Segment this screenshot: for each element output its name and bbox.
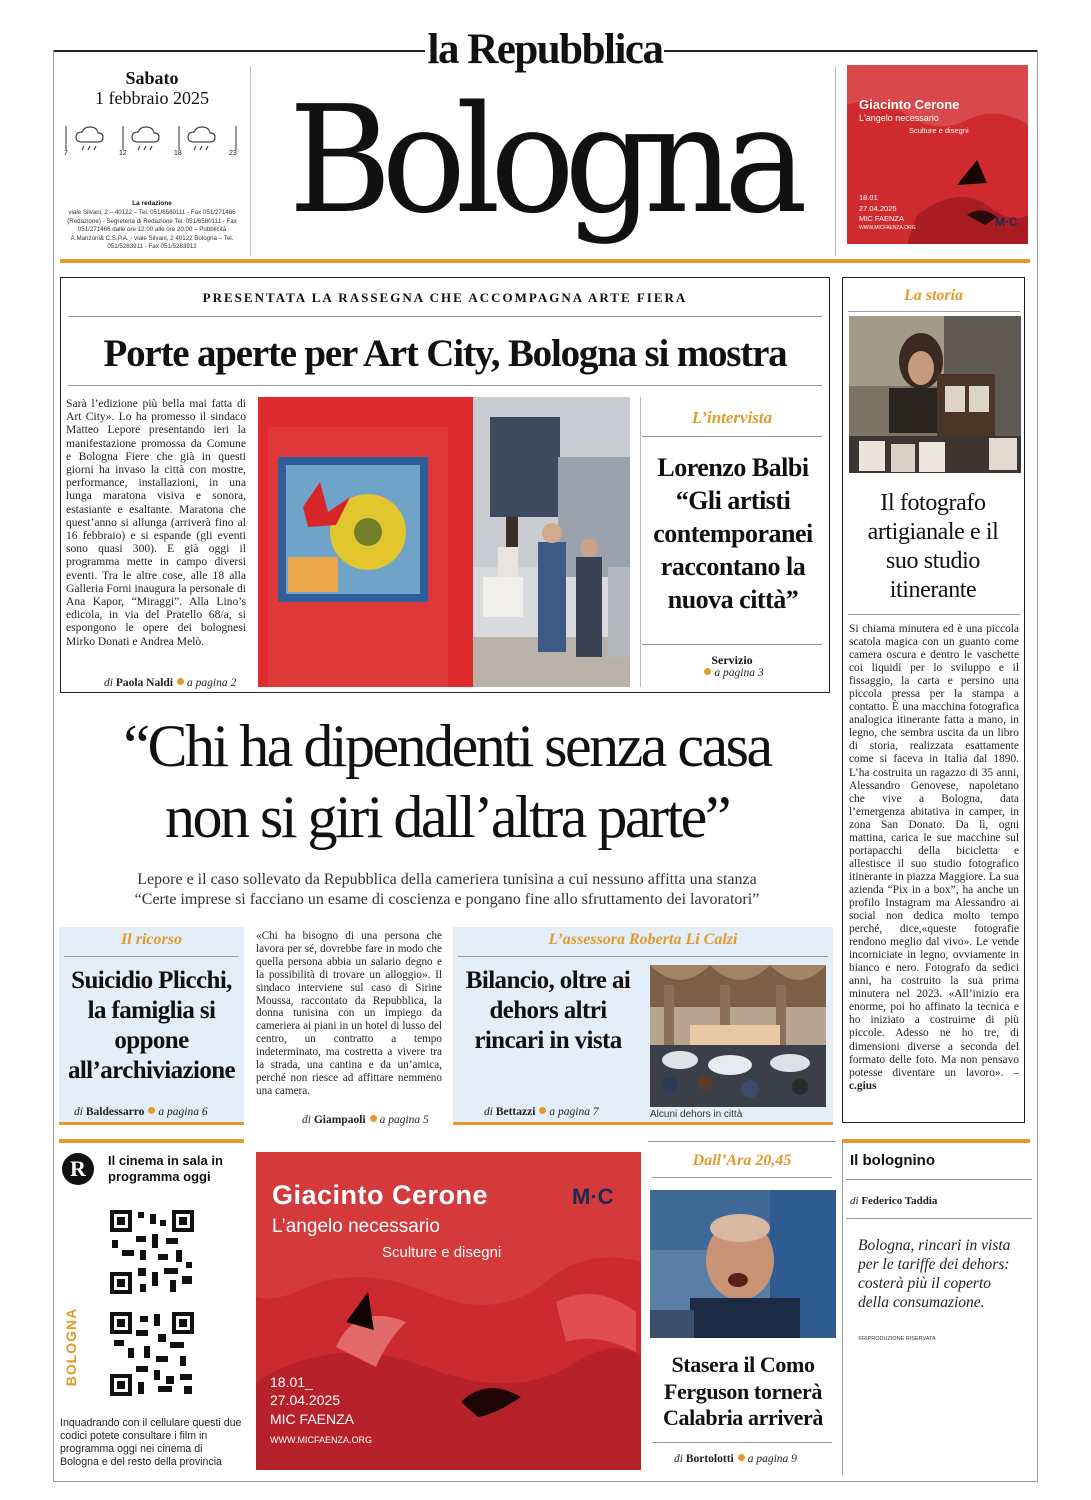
ad-big-venue: MIC FAENZA xyxy=(270,1411,355,1427)
brand-logo: la Repubblica xyxy=(427,26,663,73)
ad-big-logo: M·C xyxy=(572,1184,614,1209)
bottom-orange-rule xyxy=(842,1139,1030,1143)
bolognino-divider xyxy=(842,1143,843,1475)
sport-photo xyxy=(650,1190,836,1338)
masthead-divider-left xyxy=(250,66,251,256)
weather-strip-graphic xyxy=(64,122,240,162)
artcity-kicker-rule xyxy=(68,316,822,317)
artcity-photo-graphic xyxy=(258,397,630,687)
bullet-icon xyxy=(539,1107,546,1114)
bullet-icon xyxy=(704,668,711,675)
frame-right xyxy=(1037,50,1038,1482)
ad-big-subtitle: L’angelo necessario xyxy=(272,1216,440,1237)
bilancio-byline-prefix: di xyxy=(484,1106,493,1118)
ad-small-subtitle: L'angelo necessario xyxy=(859,113,939,123)
intervista-page-link[interactable] xyxy=(642,667,822,679)
artcity-kicker: PRESENTATA LA RASSEGNA CHE ACCOMPAGNA ARTE FIERA xyxy=(202,290,688,305)
ad-small-tag: Sculture e disegni xyxy=(909,126,969,135)
ricorso-byline-prefix: di xyxy=(74,1106,83,1118)
qr-code-1[interactable] xyxy=(110,1210,194,1294)
sport-photo-graphic xyxy=(650,1190,836,1338)
sport-rule xyxy=(652,1177,832,1178)
ricorso-kicker: Il ricorso xyxy=(121,931,182,948)
artcity-author: Paola Naldi xyxy=(115,677,174,689)
redazione-text: viale Silvani, 2 – 40122 – Tel. 051/6580111 - Fax 051/271466 (Redazione) - Segreteria di Redazione Tel. 051/6580111 - Fax 051/271466 dalle ore 12.00 alle ore 20.00 – Pubblicità A.Manzoni& C.S.P.A. - viale Silvani, 2 40122 Bologna – Tel. 051/5283911 - Fax 051/5283912 xyxy=(67,209,237,251)
intervista-page: a pagina 3 xyxy=(714,667,764,679)
weather-hour-4: 23 xyxy=(229,150,237,157)
storia-kicker-rule xyxy=(848,311,1020,312)
artcity-byline-prefix: di xyxy=(104,677,113,689)
dateline-date: 1 febbraio 2025 xyxy=(95,88,209,108)
ad-small-logo: M·C xyxy=(995,215,1018,229)
artcity-headline: Porte aperte per Art City, Bologna si mostra xyxy=(103,332,787,375)
ricorso-author: Baldessarro xyxy=(85,1106,145,1118)
qr-code-icon xyxy=(110,1210,194,1294)
masthead-orange-rule xyxy=(60,259,1030,263)
main-deck-2: “Certe imprese si facciano un esame di coscienza e pongano fine allo sfruttamento dei lavoratori” xyxy=(134,891,760,908)
ad-big-url: WWW.MICFAENZA.ORG xyxy=(270,1435,372,1445)
dateline-day: Sabato xyxy=(125,68,179,88)
artcity-body: Sarà l’edizione più bella mai fatta di Art City». Lo ha promesso il sindaco Matteo Lepore presentando ieri la manifestazione promossa da Comune e Bologna Fiere che già in questi giorni ha invaso la città con mostre, performance, installazioni, in una lunga maratona visiva e sonora, estasiante e esaltante. Maratona che quest’anno si allunga (arriverà fino al 16 febbraio) e si espande (gli eventi sono quasi 300). E già oggi il programma mette in campo diversi eventi. Tra le altre cose, alle 18 alla Galleria Forni inaugura la personale di Ana Kapor, “Miraggi”. Alla Lino’s edicola, in via del Pratello 68/a, si espongono le opere dei bolognesi Mirko Donati e Andrea Melò. xyxy=(66,397,246,648)
cinema-title: Il cinema in sala in programma oggi xyxy=(108,1153,223,1184)
bullet-icon xyxy=(370,1115,377,1122)
bolognino-title: Il bolognino xyxy=(850,1152,935,1169)
weather-hour-3: 18 xyxy=(174,150,182,157)
storia-sign: c.gius xyxy=(849,1079,877,1092)
qr-code-2[interactable] xyxy=(110,1312,194,1396)
redazione-title: La redazione xyxy=(132,200,172,207)
cloud-rain-icon xyxy=(132,127,159,150)
bolognino-byline-prefix: di xyxy=(850,1195,859,1207)
bolognino-rule xyxy=(846,1179,1032,1180)
bilancio-rule xyxy=(458,956,828,957)
sport-kicker: Dall’Ara 20,45 xyxy=(692,1152,792,1169)
cloud-rain-icon xyxy=(188,127,215,150)
ricorso-rule xyxy=(64,956,239,957)
bilancio-photo-graphic xyxy=(650,965,826,1107)
bilancio-byline[interactable] xyxy=(484,1106,644,1118)
ad-small-title: Giacinto Cerone xyxy=(859,97,960,112)
bolognino-rule-2 xyxy=(846,1218,1032,1219)
bolognino-byline xyxy=(850,1195,1030,1207)
bilancio-kicker: L’assessora Roberta Li Calzi xyxy=(548,931,738,948)
storia-body-text: Si chiama minutera ed è una piccola scatola magica con un guanto come camera oscura e dentro le vaschette coi liquidi per lo sviluppo e il fissaggio, la carta e persino una piccola pressa per la stampa a contatto. È una macchina fotografica analogica itinerante fatta a mano, in legno, che sembra uscita da un libro di storia, realizzata esattamente come si faceva in Italia dal 1890. L’ha costruita un ragazzo di 35 anni, Alessandro Genovese, napoletano che vive a Bologna, data l’emergenza abitativa in camper, in zona San Donato. Da lì, ogni mattina, carica le sue macchine sul portapacchi della bicicletta e allestisce il suo studio fotografico itinerante in piazza Maggiore. La sua azienda “Pix in a box”, ha anche un profilo Instagram ma Alessandro ai social non dedica molto tempo perché, dice,«queste fotografie rendono meglio dal vivo». Le vende incorniciate in legno, ovviamente in bianco e nero. Fotografo da sedici anni, ha costruito la sua prima minutera nel 2023. «All’inizio era enorme, poi ho affinato la tecnica e ho iniziato a costruirne di più piccole. Adesso ne ho tre, di dimensioni diverse a seconda del formato delle foto. Ma non pensavo potesse diventare un lavoro». – xyxy=(849,623,1019,1079)
sport-page: a pagina 9 xyxy=(747,1453,797,1465)
city-title: Bologna xyxy=(288,74,798,246)
bolognino-rights: ©RIPRODUZIONE RISERVATA xyxy=(858,1336,936,1342)
ad-small-date2: 27.04.2025 xyxy=(859,204,897,213)
bilancio-page: a pagina 7 xyxy=(549,1106,599,1118)
masthead-divider-right xyxy=(835,66,836,256)
sport-headline: Stasera il Como Ferguson tornerà Calabria arriverà xyxy=(663,1352,823,1430)
storia-body xyxy=(849,623,1019,1117)
cinema-logo: R xyxy=(62,1153,94,1185)
intervista-label: Servizio xyxy=(711,653,753,667)
frame-bottom xyxy=(53,1481,1038,1482)
intervista-rule xyxy=(642,436,822,437)
bilancio-caption: Alcuni dehors in città xyxy=(650,1109,743,1120)
sport-byline[interactable] xyxy=(674,1453,834,1465)
intervista-kicker: L’intervista xyxy=(691,408,773,427)
intervista-bottom-rule xyxy=(642,644,822,645)
ricorso-headline: Suicidio Plicchi, la famiglia si oppone all’archiviazione xyxy=(67,967,236,1084)
ad-big-date2: 27.04.2025 xyxy=(270,1392,341,1408)
intervista-headline: Lorenzo Balbi “Gli artisti contemporanei raccontano la nuova città” xyxy=(653,453,813,614)
ricorso-byline[interactable] xyxy=(74,1106,244,1118)
bullet-icon xyxy=(177,678,184,685)
main-page: a pagina 5 xyxy=(379,1114,429,1126)
ad-small[interactable] xyxy=(847,65,1028,244)
storia-kicker: La storia xyxy=(903,287,964,304)
main-byline[interactable] xyxy=(302,1114,452,1126)
main-deck-1: Lepore e il caso sollevato da Repubblica della cameriera tunisina a cui nessuno affitta una stanza xyxy=(137,871,757,888)
ad-big-tag: Sculture e disegni xyxy=(382,1244,502,1261)
cinema-text: Inquadrando con il cellulare questi due codici potete consultare i film in programma oggi nei cinema di Bologna e del resto della provincia xyxy=(60,1417,242,1468)
bilancio-author: Bettazzi xyxy=(495,1106,536,1118)
main-headline-line1: “Chi ha dipendenti senza casa xyxy=(123,713,771,779)
ricorso-page: a pagina 6 xyxy=(158,1106,208,1118)
sport-byline-prefix: di xyxy=(674,1453,683,1465)
bolognino-author: Federico Taddia xyxy=(861,1195,938,1207)
weather-strip xyxy=(64,122,240,162)
bolognino-text: Bologna, rincari in vista per le tariffe dei dehors: costerà più il coperto della consumazione. xyxy=(858,1237,1011,1311)
bullet-icon xyxy=(148,1107,155,1114)
ad-small-date1: 18.01 xyxy=(859,193,878,202)
main-headline-line2: non si giri dall’altra parte” xyxy=(165,784,729,850)
ad-big[interactable] xyxy=(256,1152,641,1470)
sport-bottom-rule xyxy=(652,1442,832,1443)
weather-hour-2: 12 xyxy=(119,150,127,157)
artcity-headline-rule xyxy=(68,385,822,386)
main-author: Giampaoli xyxy=(313,1114,366,1126)
storia-headline: Il fotografo artigianale e il suo studio itinerante xyxy=(867,490,999,603)
storia-headline-rule xyxy=(848,614,1020,615)
ad-small-venue: MIC FAENZA xyxy=(859,214,905,223)
main-byline-prefix: di xyxy=(302,1114,311,1126)
masthead-rule-left xyxy=(53,50,425,52)
storia-photo-graphic xyxy=(849,316,1021,473)
frame-left xyxy=(53,50,54,1482)
weather-hour-1: 7 xyxy=(64,150,68,157)
sport-author: Bortolotti xyxy=(685,1453,734,1465)
bilancio-photo xyxy=(650,965,826,1107)
ad-big-title: Giacinto Cerone xyxy=(272,1180,489,1210)
artcity-page: a pagina 2 xyxy=(187,677,237,689)
qr-code-icon xyxy=(110,1312,194,1396)
artcity-photo xyxy=(258,397,630,687)
storia-photo xyxy=(849,316,1021,473)
cloud-rain-icon xyxy=(76,127,103,150)
artcity-byline[interactable] xyxy=(104,677,254,689)
bullet-icon xyxy=(738,1454,745,1461)
ad-big-date1: 18.01_ xyxy=(270,1374,313,1390)
ad-small-url: WWW.MICFAENZA.ORG xyxy=(859,225,916,231)
intervista-divider xyxy=(640,397,641,687)
main-body: «Chi ha bisogno di una persona che lavora per sé, dovrebbe fare in modo che quella persona abbia un salario degno e la possibilità di trovare un alloggio». Il sindaco interviene sul caso di Sirine Moussa, raccontato da Repubblica, la donna tunisina con un impiego da cameriera ai piani in un hotel di lusso del centro, un contratto a tempo indeterminato, ma costretta a vivere tra la strada, una cantina e da un’amica, perché non riesce ad affittare nemmeno una camera. xyxy=(256,930,442,1097)
masthead-rule-right xyxy=(664,50,1038,52)
bilancio-headline: Bilancio, oltre ai dehors altri rincari in vista xyxy=(465,967,631,1054)
cinema-vertical-label: BOLOGNA xyxy=(63,1307,79,1387)
